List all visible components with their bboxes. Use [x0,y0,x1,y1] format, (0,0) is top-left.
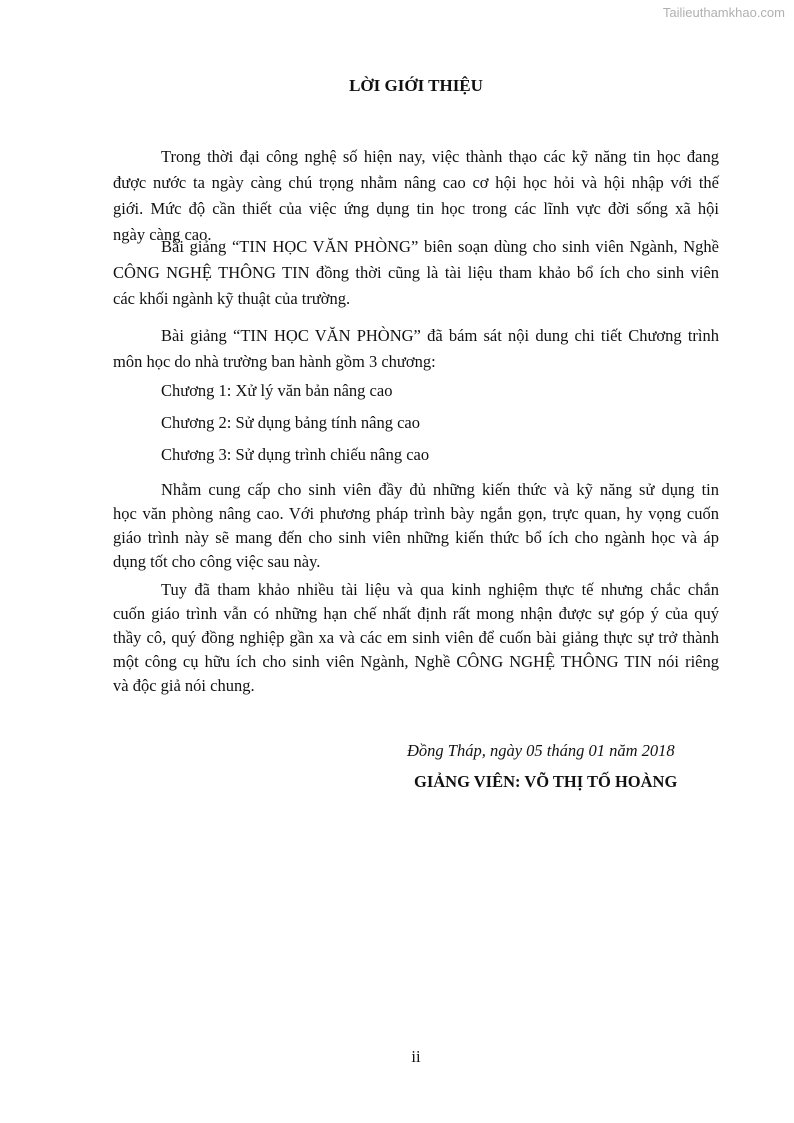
place-date: Đồng Tháp, ngày 05 tháng 01 năm 2018 [407,741,675,760]
text-line: thầy cô, quý đồng nghiệp gần xa và các em sinh viên để cuốn bài giảng thực sự trở thành [113,628,719,647]
paragraph-3 [113,323,719,375]
text-line: môn học do nhà trường ban hành gồm 3 chương: [113,352,436,371]
text-line: giáo trình này sẽ mang đến cho sinh viên những kiến thức bổ ích cho ngành học và áp [113,528,719,547]
chapter-2: Chương 2: Sử dụng bảng tính nâng cao [161,413,420,432]
chapter-1: Chương 1: Xử lý văn bản nâng cao [161,381,393,400]
text-line: Bài giảng “TIN HỌC VĂN PHÒNG” đã bám sát nội dung chi tiết Chương trình [161,326,719,345]
paragraph-2 [113,234,719,312]
text-line: được nước ta ngày càng chú trọng nhằm nâng cao cơ hội học hỏi và hội nhập với thế [113,173,719,192]
text-line: các khối ngành kỹ thuật của trường. [113,289,351,308]
text-line: học văn phòng nâng cao. Với phương pháp trình bày ngắn gọn, trực quan, hy vọng cuốn [113,504,719,523]
chapter-3: Chương 3: Sử dụng trình chiếu nâng cao [161,445,430,464]
text-line: giới. Mức độ cần thiết của việc ứng dụng tin học trong các lĩnh vực đời sống xã hội [113,199,719,218]
text-line: Nhằm cung cấp cho sinh viên đầy đủ những kiến thức và kỹ năng sử dụng tin [161,480,719,499]
text-line: CÔNG NGHỆ THÔNG TIN đồng thời cũng là tài liệu tham khảo bổ ích cho sinh viên [113,263,719,282]
text-line: và độc giả nói chung. [113,676,255,695]
page-title: LỜI GIỚI THIỆU [349,76,483,95]
text-line: Tuy đã tham khảo nhiều tài liệu và qua kinh nghiệm thực tế nhưng chắc chắn [161,580,719,599]
signature: GIẢNG VIÊN: VÕ THỊ TỐ HOÀNG [414,772,678,791]
text-line: cuốn giáo trình vẫn có những hạn chế nhất định rất mong nhận được sự góp ý của quý [113,604,719,623]
paragraph-1 [113,144,719,248]
paragraph-5 [113,578,719,698]
text-line: Trong thời đại công nghệ số hiện nay, việc thành thạo các kỹ năng tin học đang [161,147,719,166]
page-number: ii [411,1047,421,1066]
paragraph-4 [113,478,719,574]
text-line: ngày càng cao. [113,225,212,244]
text-line: một công cụ hữu ích cho sinh viên Ngành, Nghề CÔNG NGHỆ THÔNG TIN nói riêng [113,652,719,671]
text-line: dụng tốt cho công việc sau này. [113,552,321,571]
text-line: Bài giảng “TIN HỌC VĂN PHÒNG” biên soạn dùng cho sinh viên Ngành, Nghề [161,237,719,256]
watermark: Tailieuthamkhao.com [662,5,785,20]
